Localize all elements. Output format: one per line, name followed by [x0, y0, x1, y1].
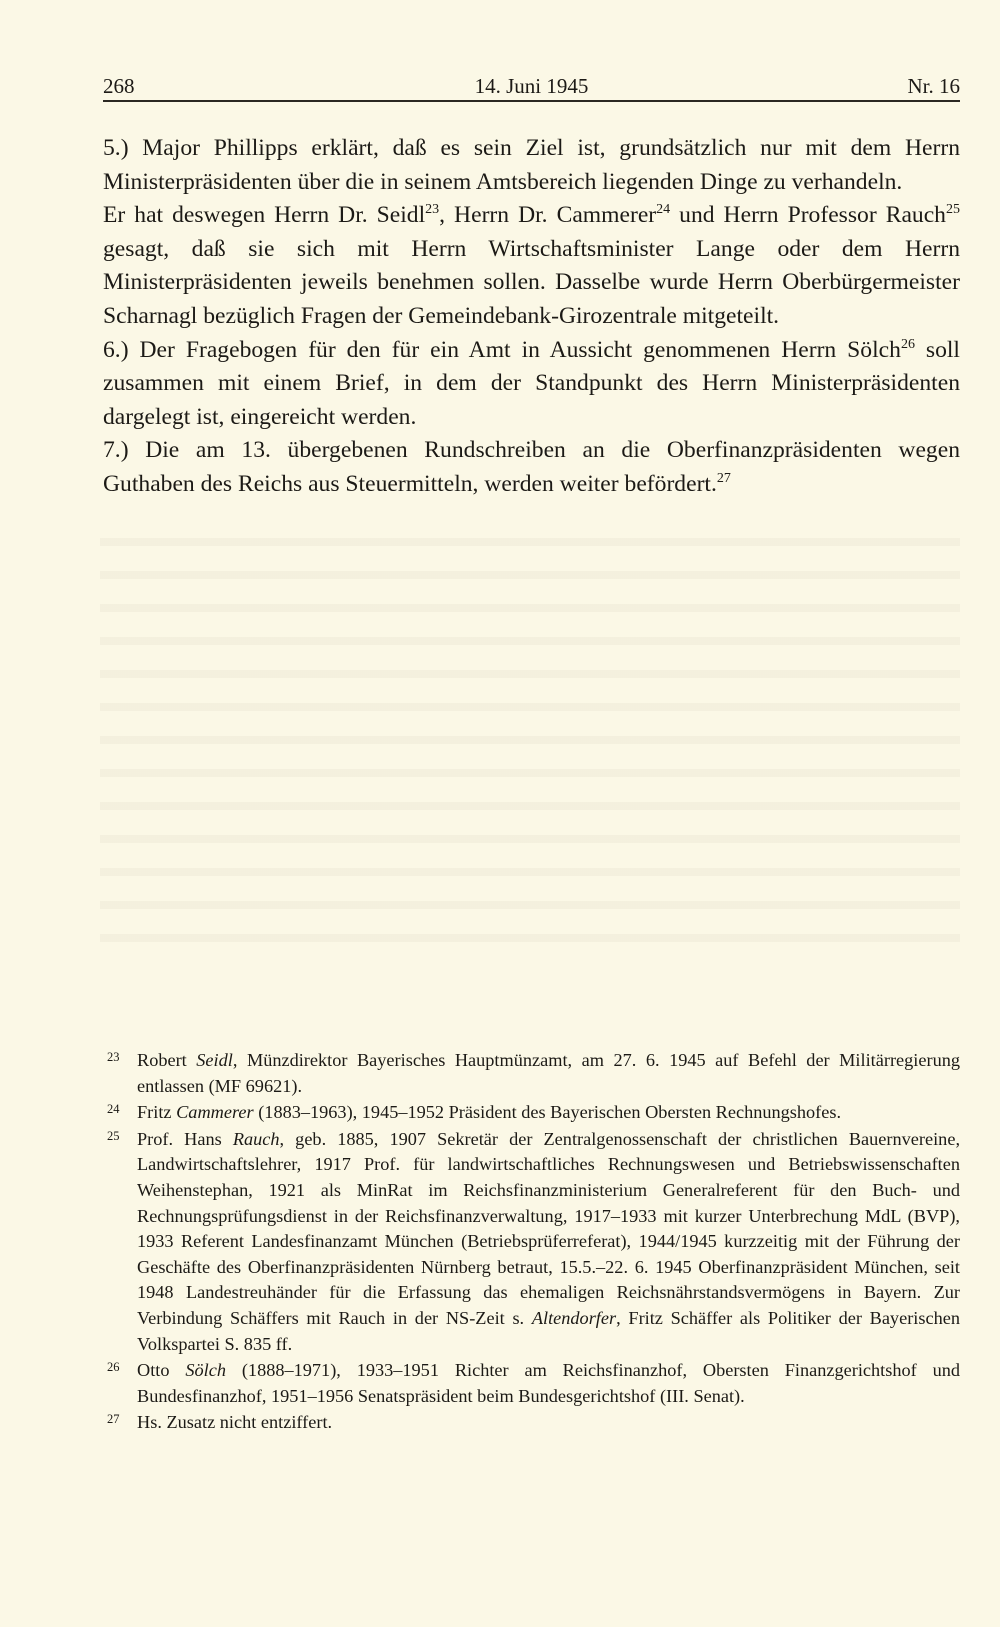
footnote-23 [103, 1048, 960, 1099]
paragraph-item-5: 5.) Major Phillipps erklärt, daß es sein Ziel ist, grundsätzlich nur mit dem Herrn Ministerpräsidenten über die in seinem Amtsbereich liegenden Dinge zu verhandeln. [103, 135, 960, 195]
text-run: , Fritz Schäffer als Politiker der Bayerischen Volkspartei S. 835 ff. [137, 1307, 960, 1354]
paragraph-item-6 [103, 334, 960, 435]
footnote-ref-23[interactable]: 23 [425, 202, 440, 218]
text-run: und Herrn Professor Rauch [670, 202, 946, 229]
person-name: Seidl [196, 1050, 233, 1070]
text-run: Otto [137, 1360, 186, 1381]
header-date: 14. Juni 1945 [474, 74, 589, 98]
footnote-number: 27 [107, 1412, 120, 1427]
bleed-through-background [100, 520, 960, 950]
text-run: 6.) Der Fragebogen für den für ein Amt in Aussicht genommenen Herrn Sölch [103, 336, 901, 363]
text-run: , geb. 1885, 1907 Sekretär der Zentralgenossenschaft der christlichen Bauernvereine, Landwirtschaftslehrer, 1917 Prof. für landwirtschaftliches Rechnungswesen und Betriebswissenschaften Weihenstephan, 1921 als MinRat im Reichsfinanzministerium Generalreferent für den Buch- und Rechnungsprüfungsdienst in der Reichsfinanzverwaltung, 1917–1933 mit kurzer Unterbrechung MdL (BVP), 1933 Referent Landesfinanzamt München (Betriebsprüferreferat), 1944/1945 kurzzeitig mit der Führung der Geschäfte des Oberfinanzpräsidenten Nürnberg betraut, 15.5.–22. 6. 1945 Oberfinanzpräsident München, seit 1948 Landestreuhänder für die Erfassung das ehemaligen Reichsnährstandsvermögens in Bayern. Zur Verbindung Schäffers mit Rauch in der NS-Zeit s. [137, 1128, 961, 1328]
page-number: 268 [103, 74, 135, 98]
text-run: Er hat deswegen Herrn Dr. Seidl [103, 202, 426, 229]
person-name: Sölch [185, 1360, 226, 1381]
footnote-ref-25[interactable]: 25 [945, 202, 960, 218]
footnote-25 [103, 1127, 960, 1357]
running-header [103, 70, 960, 102]
footnote-24 [103, 1100, 960, 1126]
text-run: Prof. Hans [137, 1128, 233, 1149]
document-number: Nr. 16 [907, 74, 960, 98]
main-text [103, 132, 960, 502]
footnote-ref-26[interactable]: 26 [900, 336, 915, 352]
person-name: Cammerer [176, 1102, 254, 1123]
footnote-ref-27[interactable]: 27 [716, 470, 731, 486]
paragraph-item-5-continued [103, 199, 960, 333]
text-run: (1888–1971), 1933–1951 Richter am Reichsfinanzhof, Obersten Finanzgerichtshof und Bundesfinanzhof, 1951–1956 Senatspräsident beim Bundesgerichtshof (III. Senat). [137, 1360, 960, 1406]
text-run: , Münzdirektor Bayerisches Hauptmünzamt, am 27. 6. 1945 auf Befehl der Militärregierung entlassen (MF 69621). [137, 1050, 960, 1096]
text-run: (1883–1963), 1945–1952 Präsident des Bayerischen Obersten Rechnungshofes. [253, 1102, 842, 1123]
text-run: 7.) Die am 13. übergebenen Rundschreiben an die Oberfinanzpräsidenten wegen Guthaben des Reichs aus Steuermitteln, werden weiter befördert. [103, 437, 960, 497]
paragraph-item-7 [103, 434, 960, 501]
text-run: soll zusammen mit einem Brief, in dem der Standpunkt des Herrn Ministerpräsidenten dargelegt ist, eingereicht werden. [103, 336, 960, 430]
reference-author: Altendorfer [531, 1307, 617, 1328]
footnote-number: 25 [107, 1128, 120, 1143]
footnote-27 [103, 1410, 960, 1436]
text-run: Fritz [137, 1102, 177, 1123]
footnote-26 [103, 1358, 960, 1409]
person-name: Rauch [232, 1128, 280, 1149]
footnote-number: 26 [107, 1360, 120, 1375]
text-run: Robert [137, 1050, 197, 1070]
footnote-number: 23 [107, 1050, 120, 1064]
text-run: gesagt, daß sie sich mit Herrn Wirtschaftsminister Lange oder dem Herrn Ministerpräsidenten jeweils benehmen sollen. Dasselbe wurde Herrn Oberbürgermeister Scharnagl bezüglich Fragen der Gemeindebank-Girozentrale mitgeteilt. [103, 235, 960, 329]
text-run: Hs. Zusatz nicht entziffert. [137, 1412, 333, 1433]
footnote-number: 24 [107, 1102, 120, 1117]
footnote-ref-24[interactable]: 24 [656, 202, 671, 218]
footnotes [103, 1048, 960, 1437]
text-run: , Herrn Dr. Cammerer [439, 202, 657, 229]
